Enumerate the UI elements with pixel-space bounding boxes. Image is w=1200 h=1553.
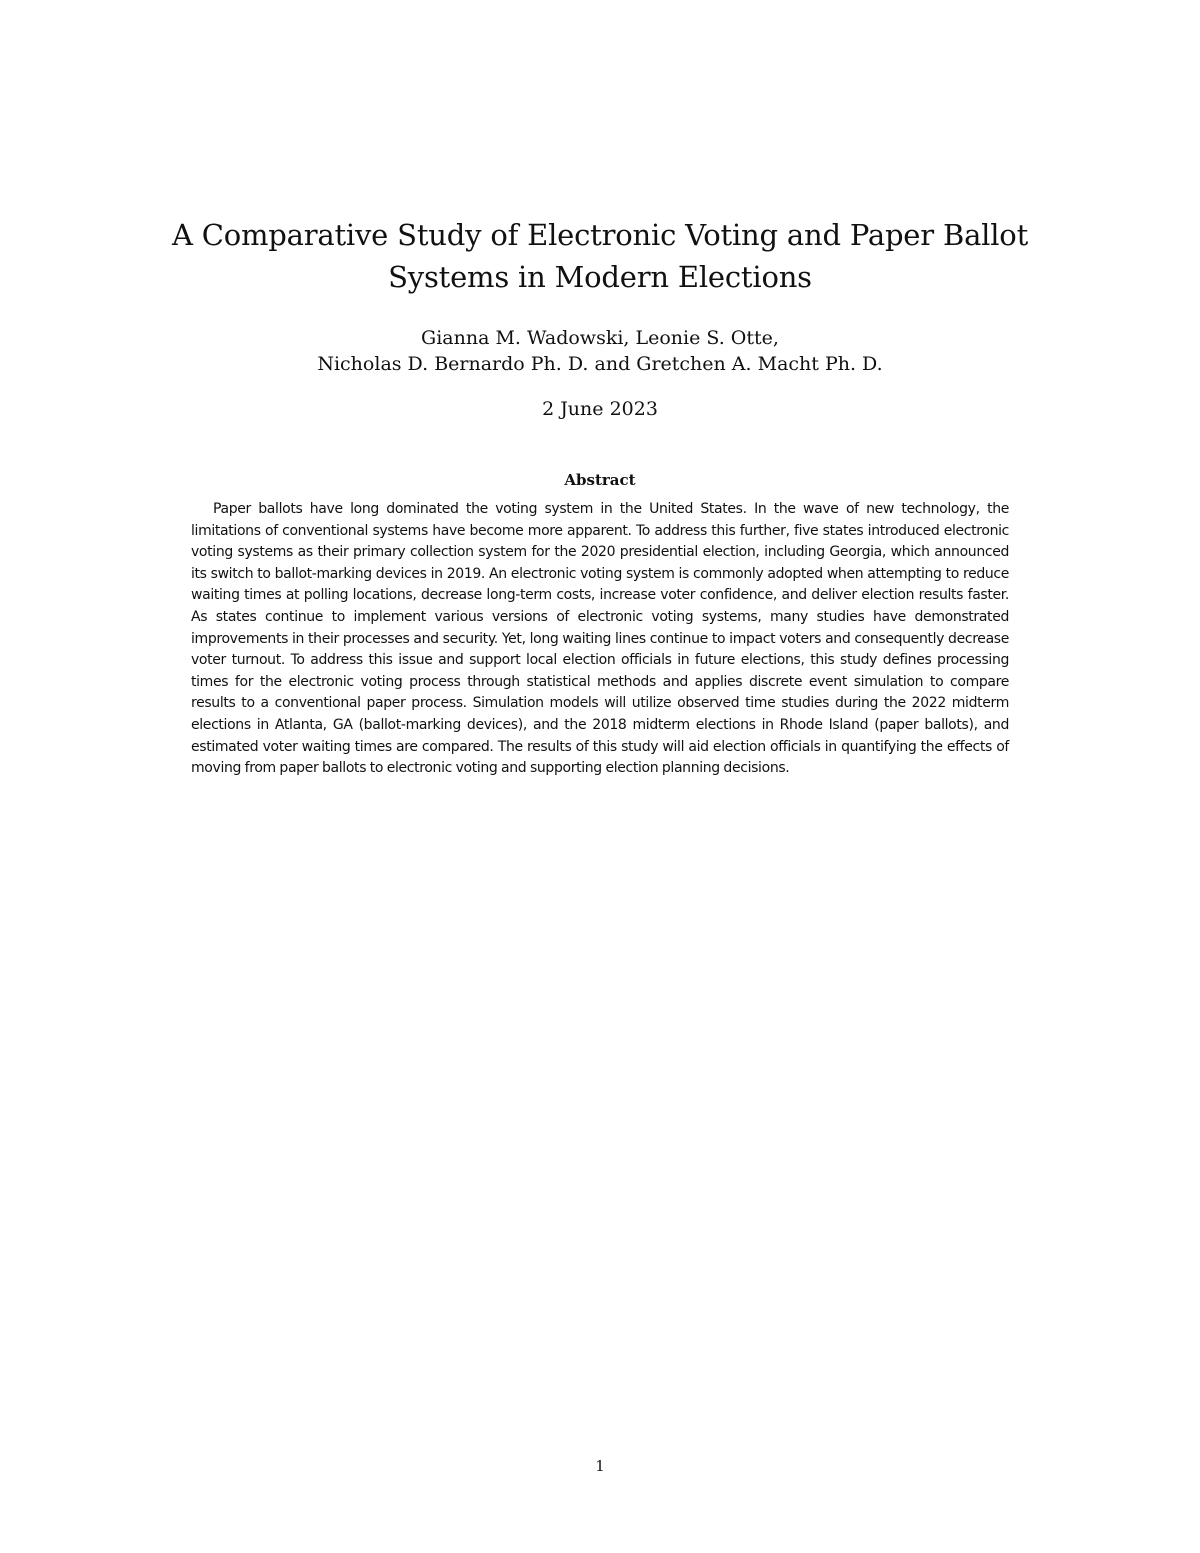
author-line-2: Nicholas D. Bernardo Ph. D. and Gretchen A. Macht Ph. D. bbox=[317, 353, 883, 375]
paper-title-line-1: A Comparative Study of Electronic Voting and Paper Ballot bbox=[171, 218, 1029, 252]
page-number: 1 bbox=[595, 1457, 605, 1475]
author-list bbox=[150, 325, 1050, 377]
paper-title-line-2: Systems in Modern Elections bbox=[388, 260, 812, 294]
author-line-1: Gianna M. Wadowski, Leonie S. Otte, bbox=[421, 327, 779, 349]
publication-date: 2 June 2023 bbox=[542, 398, 658, 420]
abstract-body: Paper ballots have long dominated the voting system in the United States. In the wave of new technology, the limitations of conventional systems have become more apparent. To address this further, five states introduced electronic voting systems as their primary collection system for the 2020 presidential election, including Georgia, which announced its switch to ballot-marking devices in 2019. An electronic voting system is commonly adopted when attempting to reduce waiting times at polling locations, decrease long-term costs, increase voter confidence, and deliver election results faster. As states continue to implement various versions of electronic voting systems, many studies have demonstrated improvements in their processes and security. Yet, long waiting lines continue to impact voters and consequently decrease voter turnout. To address this issue and support local election officials in future elections, this study defines processing times for the electronic voting process through statistical methods and applies discrete event simulation to compare results to a conventional paper process. Simulation models will utilize observed time studies during the 2022 midterm elections in Atlanta, GA (ballot-marking devices), and the 2018 midterm elections in Rhode Island (paper ballots), and estimated voter waiting times are compared. The results of this study will aid election officials in quantifying the effects of moving from paper ballots to electronic voting and supporting election planning decisions. bbox=[191, 501, 1009, 777]
paper-title bbox=[150, 214, 1050, 298]
abstract-heading: Abstract bbox=[564, 471, 636, 489]
